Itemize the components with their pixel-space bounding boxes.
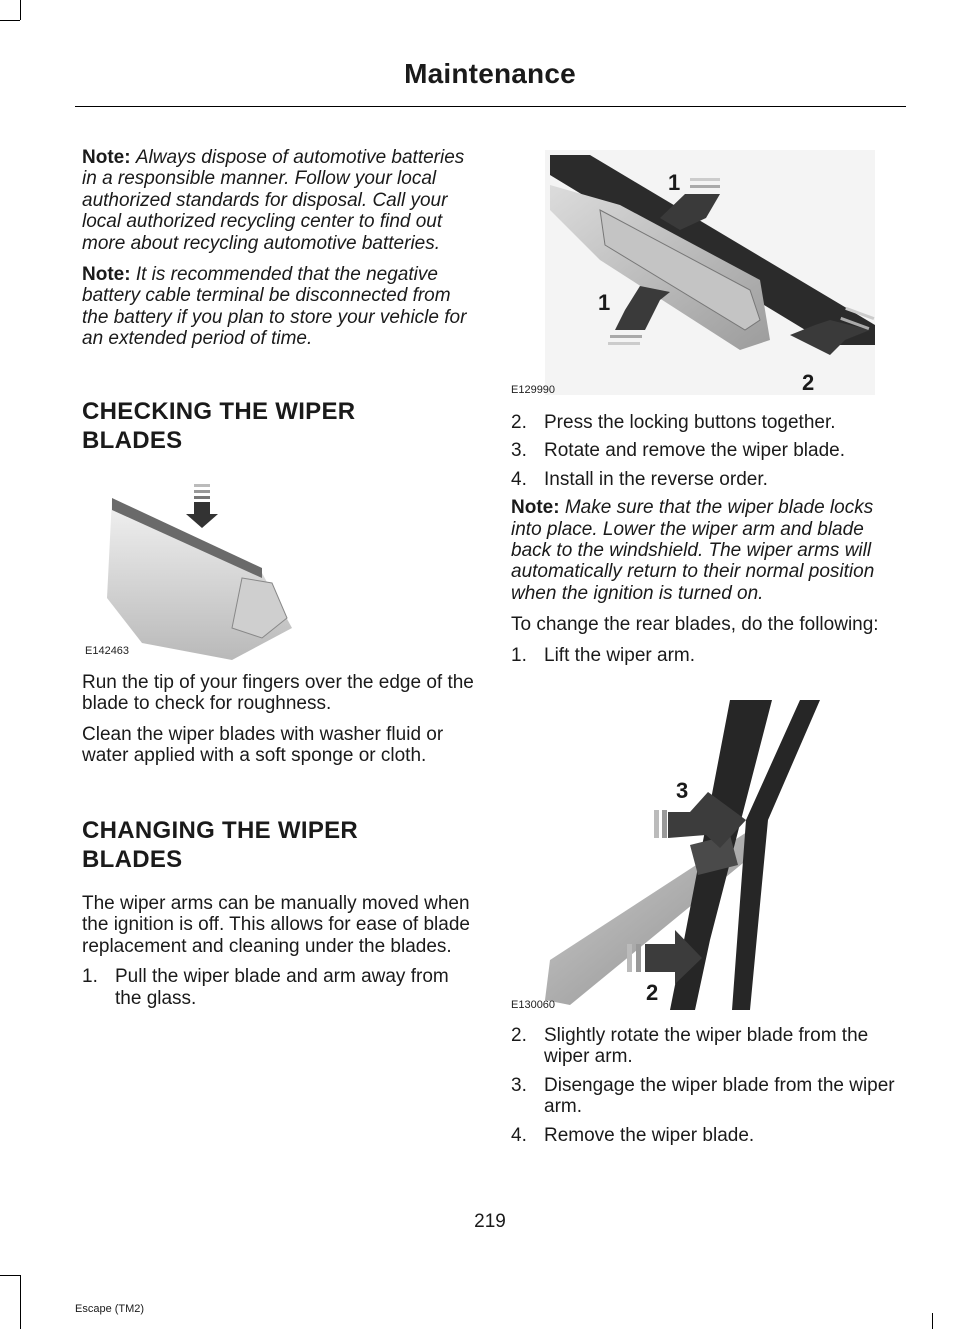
step-item	[511, 1025, 903, 1068]
rear-steps	[511, 1025, 903, 1153]
callout-label: 1	[668, 170, 681, 195]
front-steps	[511, 412, 903, 673]
paragraph: Run the tip of your fingers over the edge of the blade to check for roughness.	[82, 672, 474, 715]
rear-wiper-illustration	[510, 700, 850, 1012]
arrow-stripe	[194, 490, 210, 493]
step-number: 4.	[511, 468, 527, 490]
section-heading-changing	[82, 816, 482, 874]
step-text: Pull the wiper blade and arm away from the glass.	[115, 966, 449, 1009]
step-text: Remove the wiper blade.	[544, 1124, 755, 1146]
figure-id: E130060	[511, 999, 556, 1011]
left-column	[82, 147, 474, 360]
callout-label: 2	[802, 370, 815, 395]
step-item	[511, 1075, 903, 1118]
step-item	[511, 645, 903, 666]
checking-text	[82, 672, 474, 776]
page-number: 219	[474, 1211, 506, 1232]
arrow-stripe	[690, 185, 720, 188]
step-number: 1.	[511, 644, 527, 666]
arrow-stripe	[636, 944, 641, 972]
note-text: Make sure that the wiper blade locks into place. Lower the wiper arm and blade back to the windshield. The wiper arms will automatically return to their normal position when the ignition is turned on.	[511, 497, 875, 604]
note-text: Always dispose of automotive batteries in a responsible manner. Follow your local authorized standards for disposal. Call your local authorized recycling center to find out more about recycling automotive batteries.	[82, 147, 465, 254]
crop-mark	[0, 20, 20, 21]
step-text: Lift the wiper arm.	[544, 644, 695, 666]
paragraph: The wiper arms can be manually moved when the ignition is off. This allows for ease of blade replacement and cleaning under the blades.	[82, 893, 470, 957]
step-number: 2.	[511, 412, 527, 433]
crop-mark	[932, 1313, 933, 1329]
step-item	[511, 1125, 903, 1146]
heading-line: BLADES	[82, 427, 183, 454]
footer-model-label: Escape (TM2)	[75, 1303, 145, 1315]
arrow-stripe	[194, 484, 210, 487]
step-number: 3.	[511, 1074, 527, 1096]
note-label: Note:	[82, 264, 131, 286]
callout-label: 3	[676, 778, 689, 803]
down-arrow-icon	[186, 502, 218, 528]
step-text: Rotate and remove the wiper blade.	[544, 440, 846, 462]
header-divider	[75, 106, 906, 107]
arrow-stripe	[662, 810, 667, 838]
changing-text	[82, 893, 474, 1016]
note-label: Note:	[511, 497, 560, 519]
note-text: It is recommended that the negative battery cable terminal be disconnected from the battery if you plan to store your vehicle for an extended period of time.	[82, 264, 467, 350]
step-item	[82, 966, 474, 1009]
step-number: 3.	[511, 440, 527, 462]
step-item	[511, 440, 903, 461]
paragraph: Clean the wiper blades with washer fluid or water applied with a soft sponge or cloth.	[82, 723, 444, 767]
arrow-stripe	[608, 342, 640, 345]
step-item	[511, 469, 903, 490]
heading-line: BLADES	[82, 846, 183, 873]
crop-mark	[20, 0, 21, 20]
step-text: Slightly rotate the wiper blade from the wiper arm.	[544, 1025, 869, 1068]
note-blade-locks	[511, 497, 903, 604]
arrow-stripe	[627, 944, 632, 972]
figure-id: E129990	[511, 384, 556, 396]
arrow-stripe	[194, 496, 210, 499]
section-heading-checking	[82, 397, 482, 455]
crop-mark	[20, 1313, 21, 1329]
step-number: 2.	[511, 1025, 527, 1046]
step-text: Press the locking buttons together.	[544, 412, 836, 433]
step-text: Install in the reverse order.	[544, 468, 768, 490]
arrow-stripe	[654, 810, 659, 838]
step-number: 1.	[82, 966, 98, 988]
step-item	[511, 412, 903, 433]
heading-line: CHANGING THE WIPER	[82, 817, 359, 844]
note-battery-disposal	[82, 147, 474, 254]
wiper-locking-buttons-illustration	[510, 150, 880, 400]
crop-mark	[0, 1275, 20, 1276]
arrow-stripe	[610, 335, 642, 338]
note-battery-storage	[82, 264, 474, 350]
figure-id: E142463	[85, 645, 130, 657]
step-text: Disengage the wiper blade from the wiper arm.	[544, 1074, 895, 1118]
wiper-blade-edge-illustration	[82, 478, 297, 660]
step-number: 4.	[511, 1124, 527, 1146]
heading-line: CHECKING THE WIPER	[82, 398, 356, 425]
note-label: Note:	[82, 147, 131, 168]
page-title: Maintenance	[404, 58, 576, 89]
callout-label: 2	[646, 980, 659, 1005]
paragraph: To change the rear blades, do the following:	[511, 614, 879, 636]
arrow-stripe	[690, 178, 720, 181]
callout-label: 1	[598, 290, 611, 315]
